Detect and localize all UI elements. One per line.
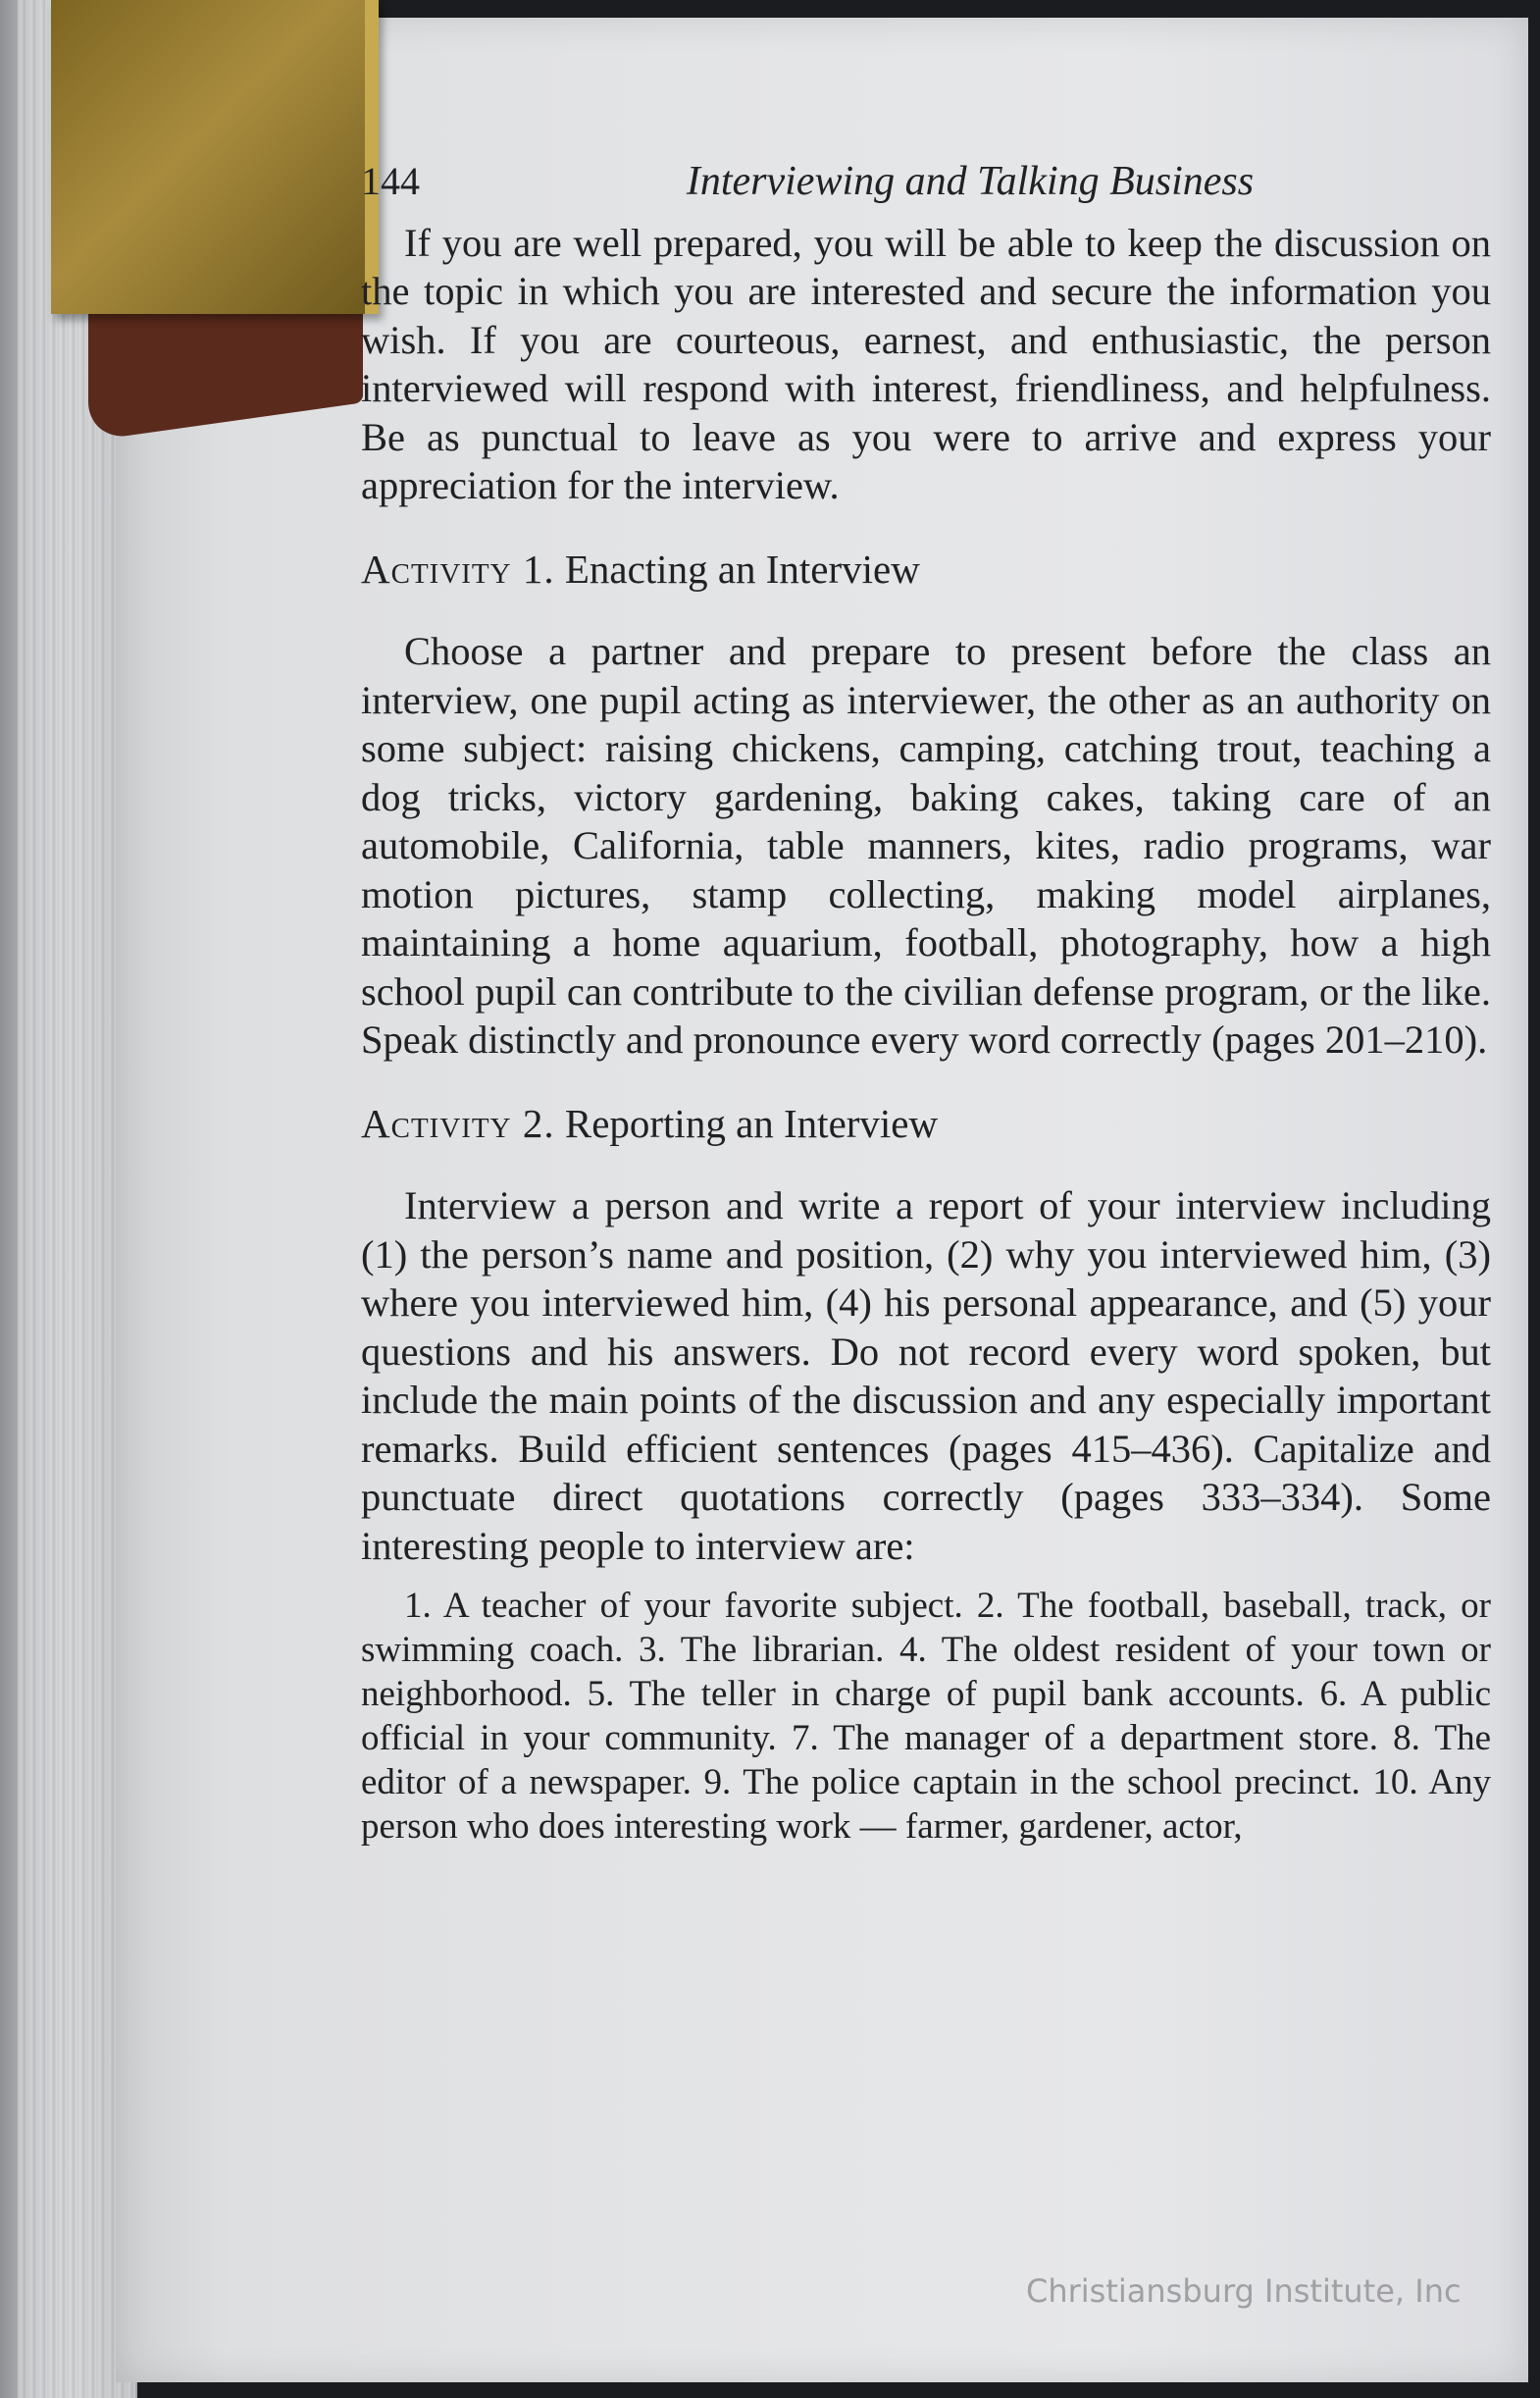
activity-1-label: Activity 1.	[361, 546, 555, 592]
activity-1-paragraph: Choose a partner and prepare to present before the class an interview, one pupil acting as interviewer, the other as an authority on some subject: raising chickens, camping, catching trout, teaching a dog tricks, victory gardening, baking cakes, taking care of an automobile, California, table manners, kites, radio programs, war motion pictures, stamp collecting, making model airplanes, maintaining a home aquarium, football, photography, how a high school pupil can contribute to the civilian defense program, or the like. Speak distinctly and pronounce every word correctly (pages 201–210).	[361, 629, 1491, 1062]
running-head	[361, 157, 1491, 207]
activity-2-heading	[361, 1100, 1491, 1149]
intro-paragraph: If you are well prepared, you will be able to keep the discussion on the topic in which you are interested and secure the information you wish. If you are courteous, earnest, and enthusiastic, the person interviewed will respond with interest, friendliness, and helpfulness. Be as punctual to leave as you were to arrive and express your appreciation for the interview.	[361, 220, 1491, 507]
bookmark	[51, 0, 379, 314]
activity-2-label: Activity 2.	[361, 1100, 555, 1146]
activity-2-title: Reporting an Interview	[564, 1100, 939, 1146]
interviewee-list: 1. A teacher of your favorite subject. 2. The football, baseball, track, or swimming coach. 3. The librarian. 4. The oldest resident of your town or neighborhood. 5. The teller in charge of pupil bank accounts. 6. A public official in your community. 7. The manager of a department store. 8. The editor of a newspaper. 9. The police captain in the school precinct. 10. Any person who does interesting work — farmer, gardener, actor,	[361, 1586, 1491, 1847]
watermark: Christiansburg Institute, Inc	[1026, 2272, 1462, 2310]
activity-2-paragraph: Interview a person and write a report of your interview including (1) the person’s name and position, (2) why you interviewed him, (3) where you interviewed him, (4) his personal appearance, and (5) your questions and his answers. Do not record every word spoken, but include the main points of the discussion and any especially important remarks. Build efficient sentences (pages 415–436). Capitalize and punctuate direct quotations correctly (pages 333–334). Some interesting people to interview are:	[361, 1183, 1491, 1568]
page-number: 144	[361, 159, 420, 203]
page-text	[361, 157, 1491, 1849]
running-title: Interviewing and Talking Business	[686, 159, 1255, 204]
activity-1-title: Enacting an Interview	[564, 546, 920, 592]
activity-1-heading	[361, 546, 1491, 595]
